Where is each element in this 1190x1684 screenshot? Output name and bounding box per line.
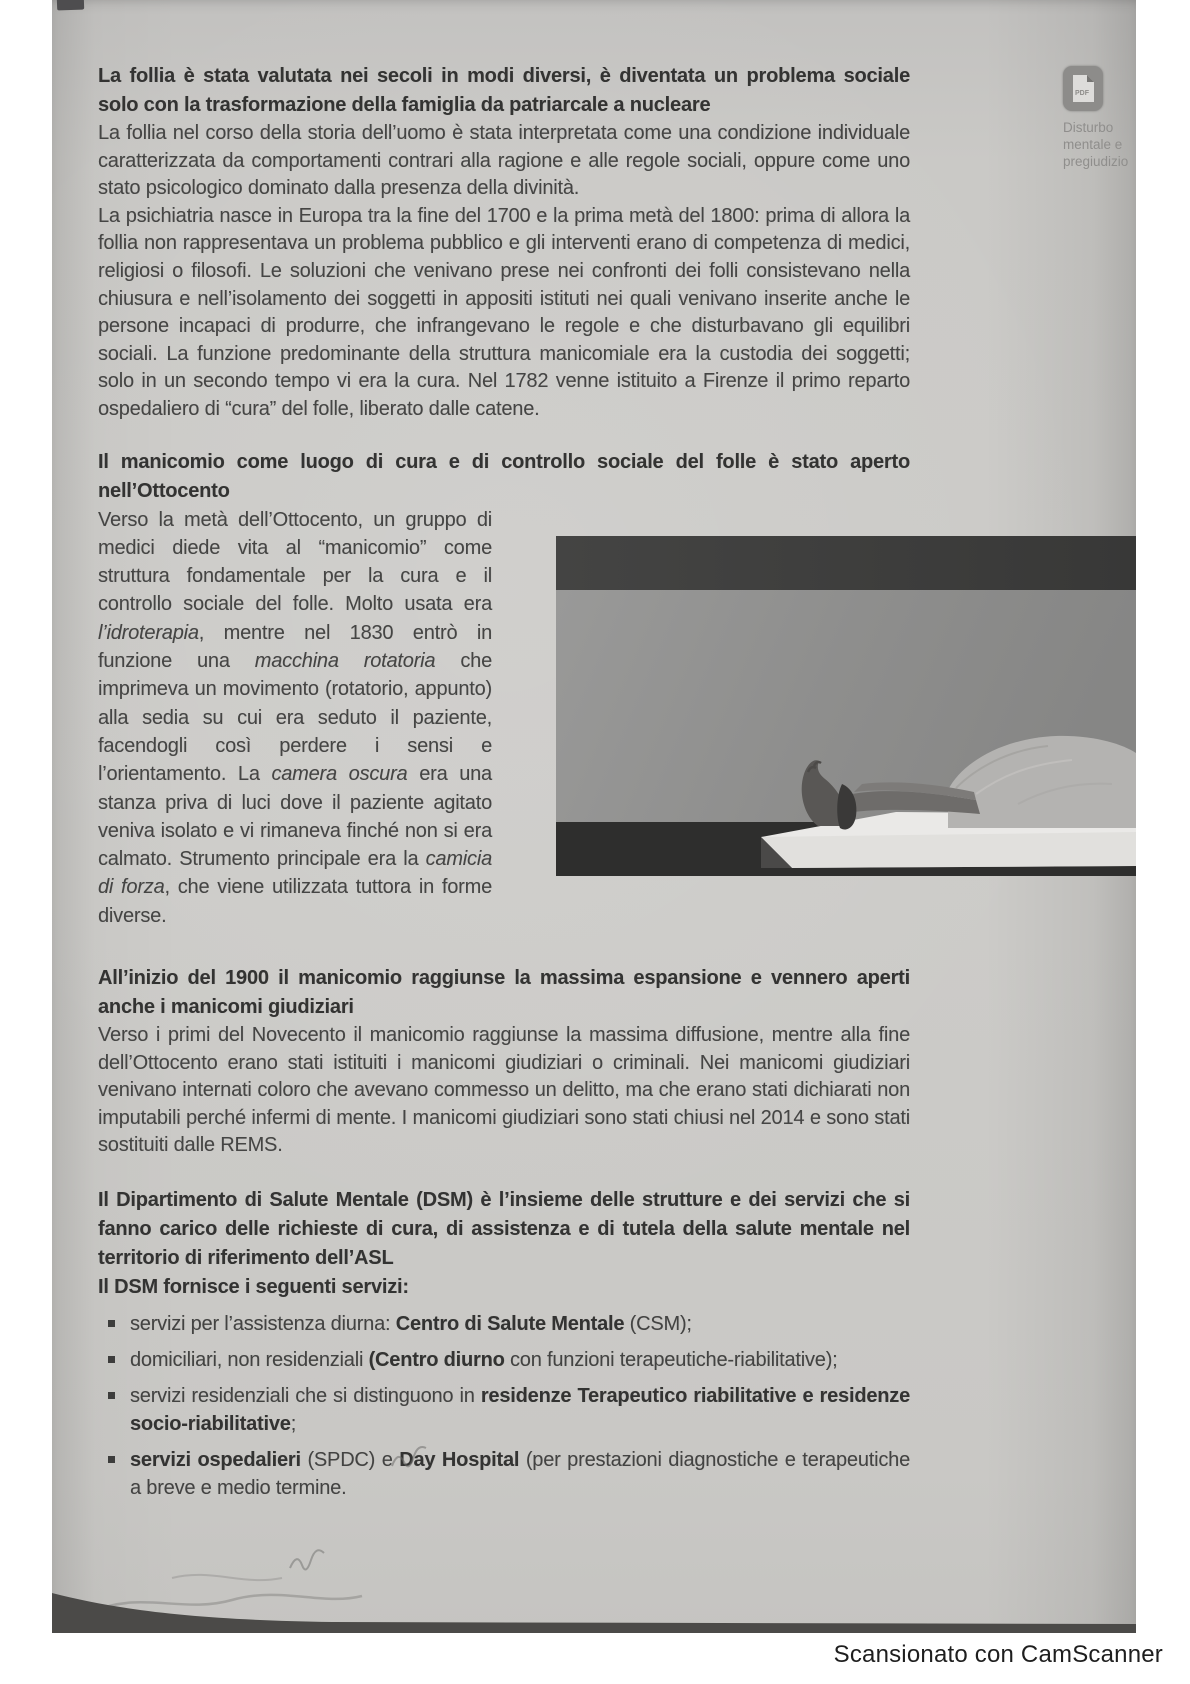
list-item <box>98 1310 910 1338</box>
pdf-document-icon <box>1063 66 1103 111</box>
bullet-square-icon <box>108 1392 115 1399</box>
asylum-paragraph: Verso la metà dell’Ottocento, un gruppo di medici diede vita al “manicomio” come struttura fondamentale per la cura e il controllo sociale del folle. Molto usata era l’idroterapia, mentre nel 1830 entrò in funzione una macchina rotatoria che imprimeva un movimento (rotatorio, appunto) alla sedia su cui era seduto il paziente, facendogli così perdere i sensi e l’orientamento. La camera oscura era una stanza priva di luci dove il paziente agitato veniva isolato e vi rimaneva finché non si era calmato. Strumento principale era la camicia di forza, che viene utilizzata tuttora in forme diverse. <box>98 508 492 927</box>
asylum-heading: Il manicomio come luogo di cura e di controllo sociale del folle è stato aperto nell’Ottocento <box>98 450 910 502</box>
list-item-text: servizi ospedalieri (SPDC) e Day Hospital (per prestazioni diagnostiche e terapeutiche a breve e medio termine. <box>130 1448 910 1499</box>
pdf-icon-text: PDF <box>1075 90 1089 97</box>
bullet-square-icon <box>108 1456 115 1463</box>
intro-heading: La follia è stata valutata nei secoli in modi diversi, è diventata un problema sociale solo con la trasformazione della famiglia da patriarcale a nucleare <box>98 65 910 116</box>
dsm-services-intro: Il DSM fornisce i seguenti servizi: <box>98 1275 409 1298</box>
book-page <box>52 0 1136 1633</box>
dsm-services-list <box>98 1310 910 1502</box>
list-item-text: domiciliari, non residenziali (Centro diurno con funzioni terapeutiche-riabilitative); <box>130 1348 838 1371</box>
list-item <box>98 1382 910 1438</box>
judicial-paragraph: Verso i primi del Novecento il manicomio raggiunse la massima diffusione, mentre alla fine dell’Ottocento erano stati istituiti i manicomi giudiziari o criminali. Nei manicomi giudiziari venivano internati coloro che avevano commesso un delitto, ma che erano stati dichiarati non imputabili perché infermi di mente. I manicomi giudiziari sono stati chiusi nel 2014 e sono stati sostituiti dalle REMS. <box>98 1023 910 1157</box>
bullet-square-icon <box>108 1356 115 1363</box>
list-item-text: servizi residenziali che si distinguono in residenze Terapeutico riabilitative e residenze socio-riabilitative; <box>130 1384 911 1435</box>
list-item <box>98 1346 910 1374</box>
asylum-section <box>98 506 910 930</box>
page-bottom-shadow <box>52 1587 1136 1633</box>
judicial-heading: All’inizio del 1900 il manicomio raggiunse la massima espansione e vennero aperti anche i manicomi giudiziari <box>98 966 910 1018</box>
dsm-heading: Il Dipartimento di Salute Mentale (DSM) è l’insieme delle strutture e dei servizi che si fanno carico delle richieste di cura, di assistenza e di tutela della salute mentale nel territorio di riferimento dell’ASL <box>98 1188 910 1269</box>
list-item <box>98 1446 910 1502</box>
paragraph-psychiatry: La psichiatria nasce in Europa tra la fine del 1700 e la prima metà del 1800: prima di allora la follia non rappresentava un problema pubblico e gli interventi erano di competenza di medici, religiosi o filosofi. Le soluzioni che venivano prese nei confronti dei folli consistevano nella chiusura e nell’isolamento dei soggetti in appositi istituti nei quali venivano inserite anche le persone incapaci di produrre, che infrangevano le regole e che disturbavano gli equilibri sociali. La funzione predominante della struttura manicomiale era la custodia dei soggetti; solo in un secondo tempo vi era la cura. Nel 1782 venne istituito a Firenze il primo reparto ospedaliero di “cura” del folle, liberato dalle catene. <box>98 204 910 420</box>
patient-on-bed-photo <box>556 536 1136 876</box>
pdf-page-glyph <box>1063 66 1103 111</box>
photo-float <box>556 506 1136 876</box>
page-content <box>98 62 910 1510</box>
sidebar-label: Disturbo mentale e pregiudizio <box>1063 120 1129 169</box>
page-corner-mark <box>57 0 84 10</box>
bullet-square-icon <box>108 1320 115 1327</box>
list-item-text: servizi per l’assistenza diurna: Centro di Salute Mentale (CSM); <box>130 1312 692 1335</box>
paragraph-history: La follia nel corso della storia dell’uomo è stata interpretata come una condizione individuale caratterizzata da comportamenti contrari alla ragione e alle regole sociali, oppure come uno stato psicologico dominato dalla presenza della divinità. <box>98 122 910 200</box>
patient-photo-illustration <box>556 536 1136 876</box>
camscanner-watermark: Scansionato con CamScanner <box>833 1641 1163 1668</box>
